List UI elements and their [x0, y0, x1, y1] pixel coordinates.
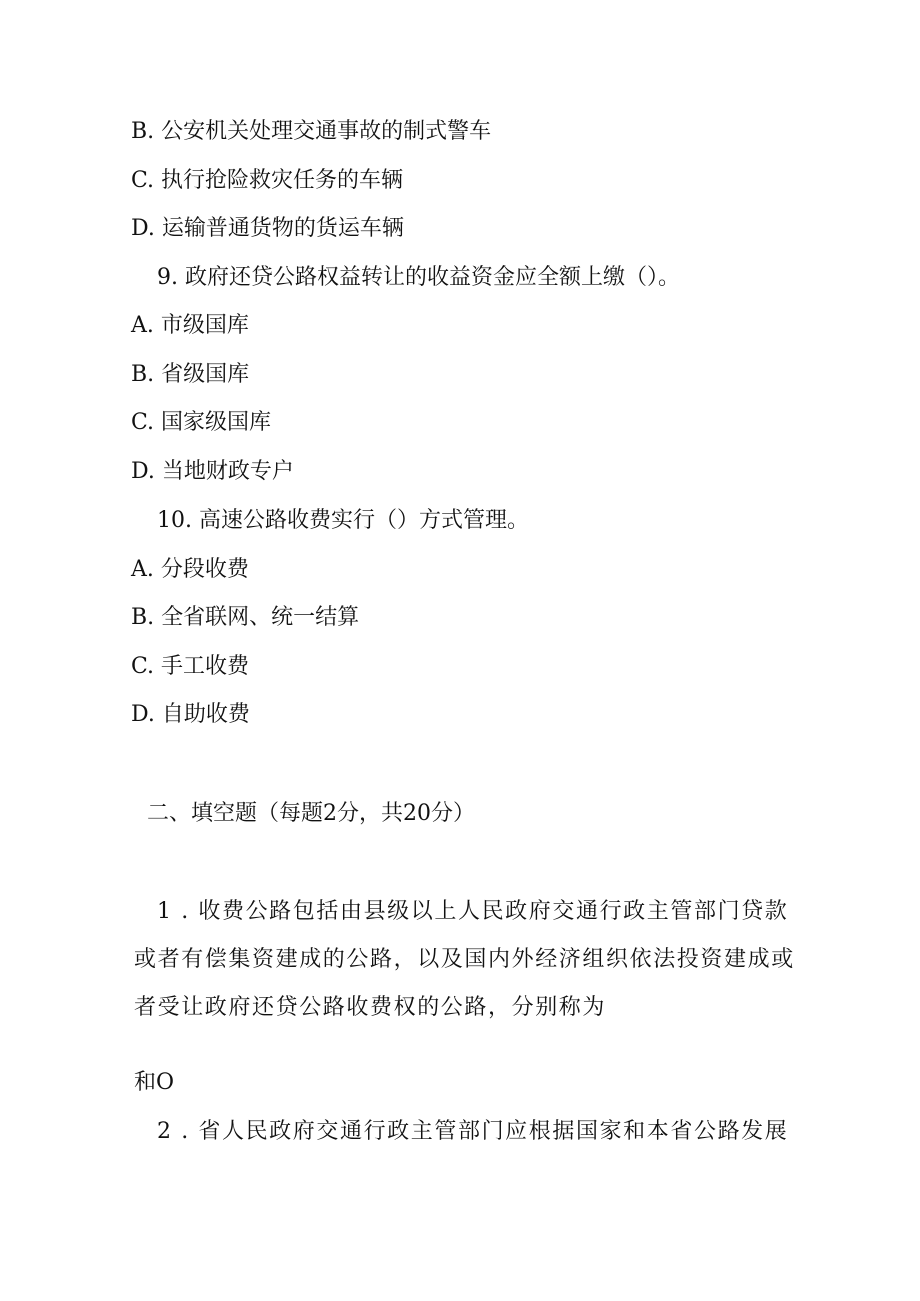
q9-option-a: A. 市级国库 [131, 313, 249, 338]
q9-stem: 9. 政府还贷公路权益转让的收益资金应全额上缴（）。 [157, 265, 680, 290]
q9-option-d: D. 当地财政专户 [131, 459, 294, 484]
q10-option-d: D. 自助收费 [131, 702, 250, 727]
q10-option-b: B. 全省联网、统一结算 [131, 605, 360, 630]
fill-q1-line-1: 1 . 收费公路包括由县级以上人民政府交通行政主管部门贷款 [157, 899, 789, 924]
q8-option-d: D. 运输普通货物的货运车辆 [131, 216, 404, 241]
q8-option-c: C. 执行抢险救灾任务的车辆 [131, 168, 404, 193]
fill-q1-tail: 和O [134, 1070, 175, 1095]
q10-stem: 10. 高速公路收费实行（）方式管理。 [157, 508, 529, 533]
fill-q1-line-2: 或者有偿集资建成的公路，以及国内外经济组织依法投资建成或 [134, 947, 795, 972]
q9-option-c: C. 国家级国库 [131, 410, 272, 435]
section-heading: 二、填空题（每题2分，共20分） [147, 801, 475, 826]
q8-option-b: B. 公安机关处理交通事故的制式警车 [131, 119, 492, 144]
q9-option-b: B. 省级国库 [131, 362, 250, 387]
q10-option-a: A. 分段收费 [131, 557, 249, 582]
q10-option-c: C. 手工收费 [131, 654, 250, 679]
fill-q2-line-1: 2 . 省人民政府交通行政主管部门应根据国家和本省公路发展 [157, 1119, 789, 1144]
fill-q1-line-3: 者受让政府还贷公路收费权的公路，分别称为 [134, 995, 607, 1020]
